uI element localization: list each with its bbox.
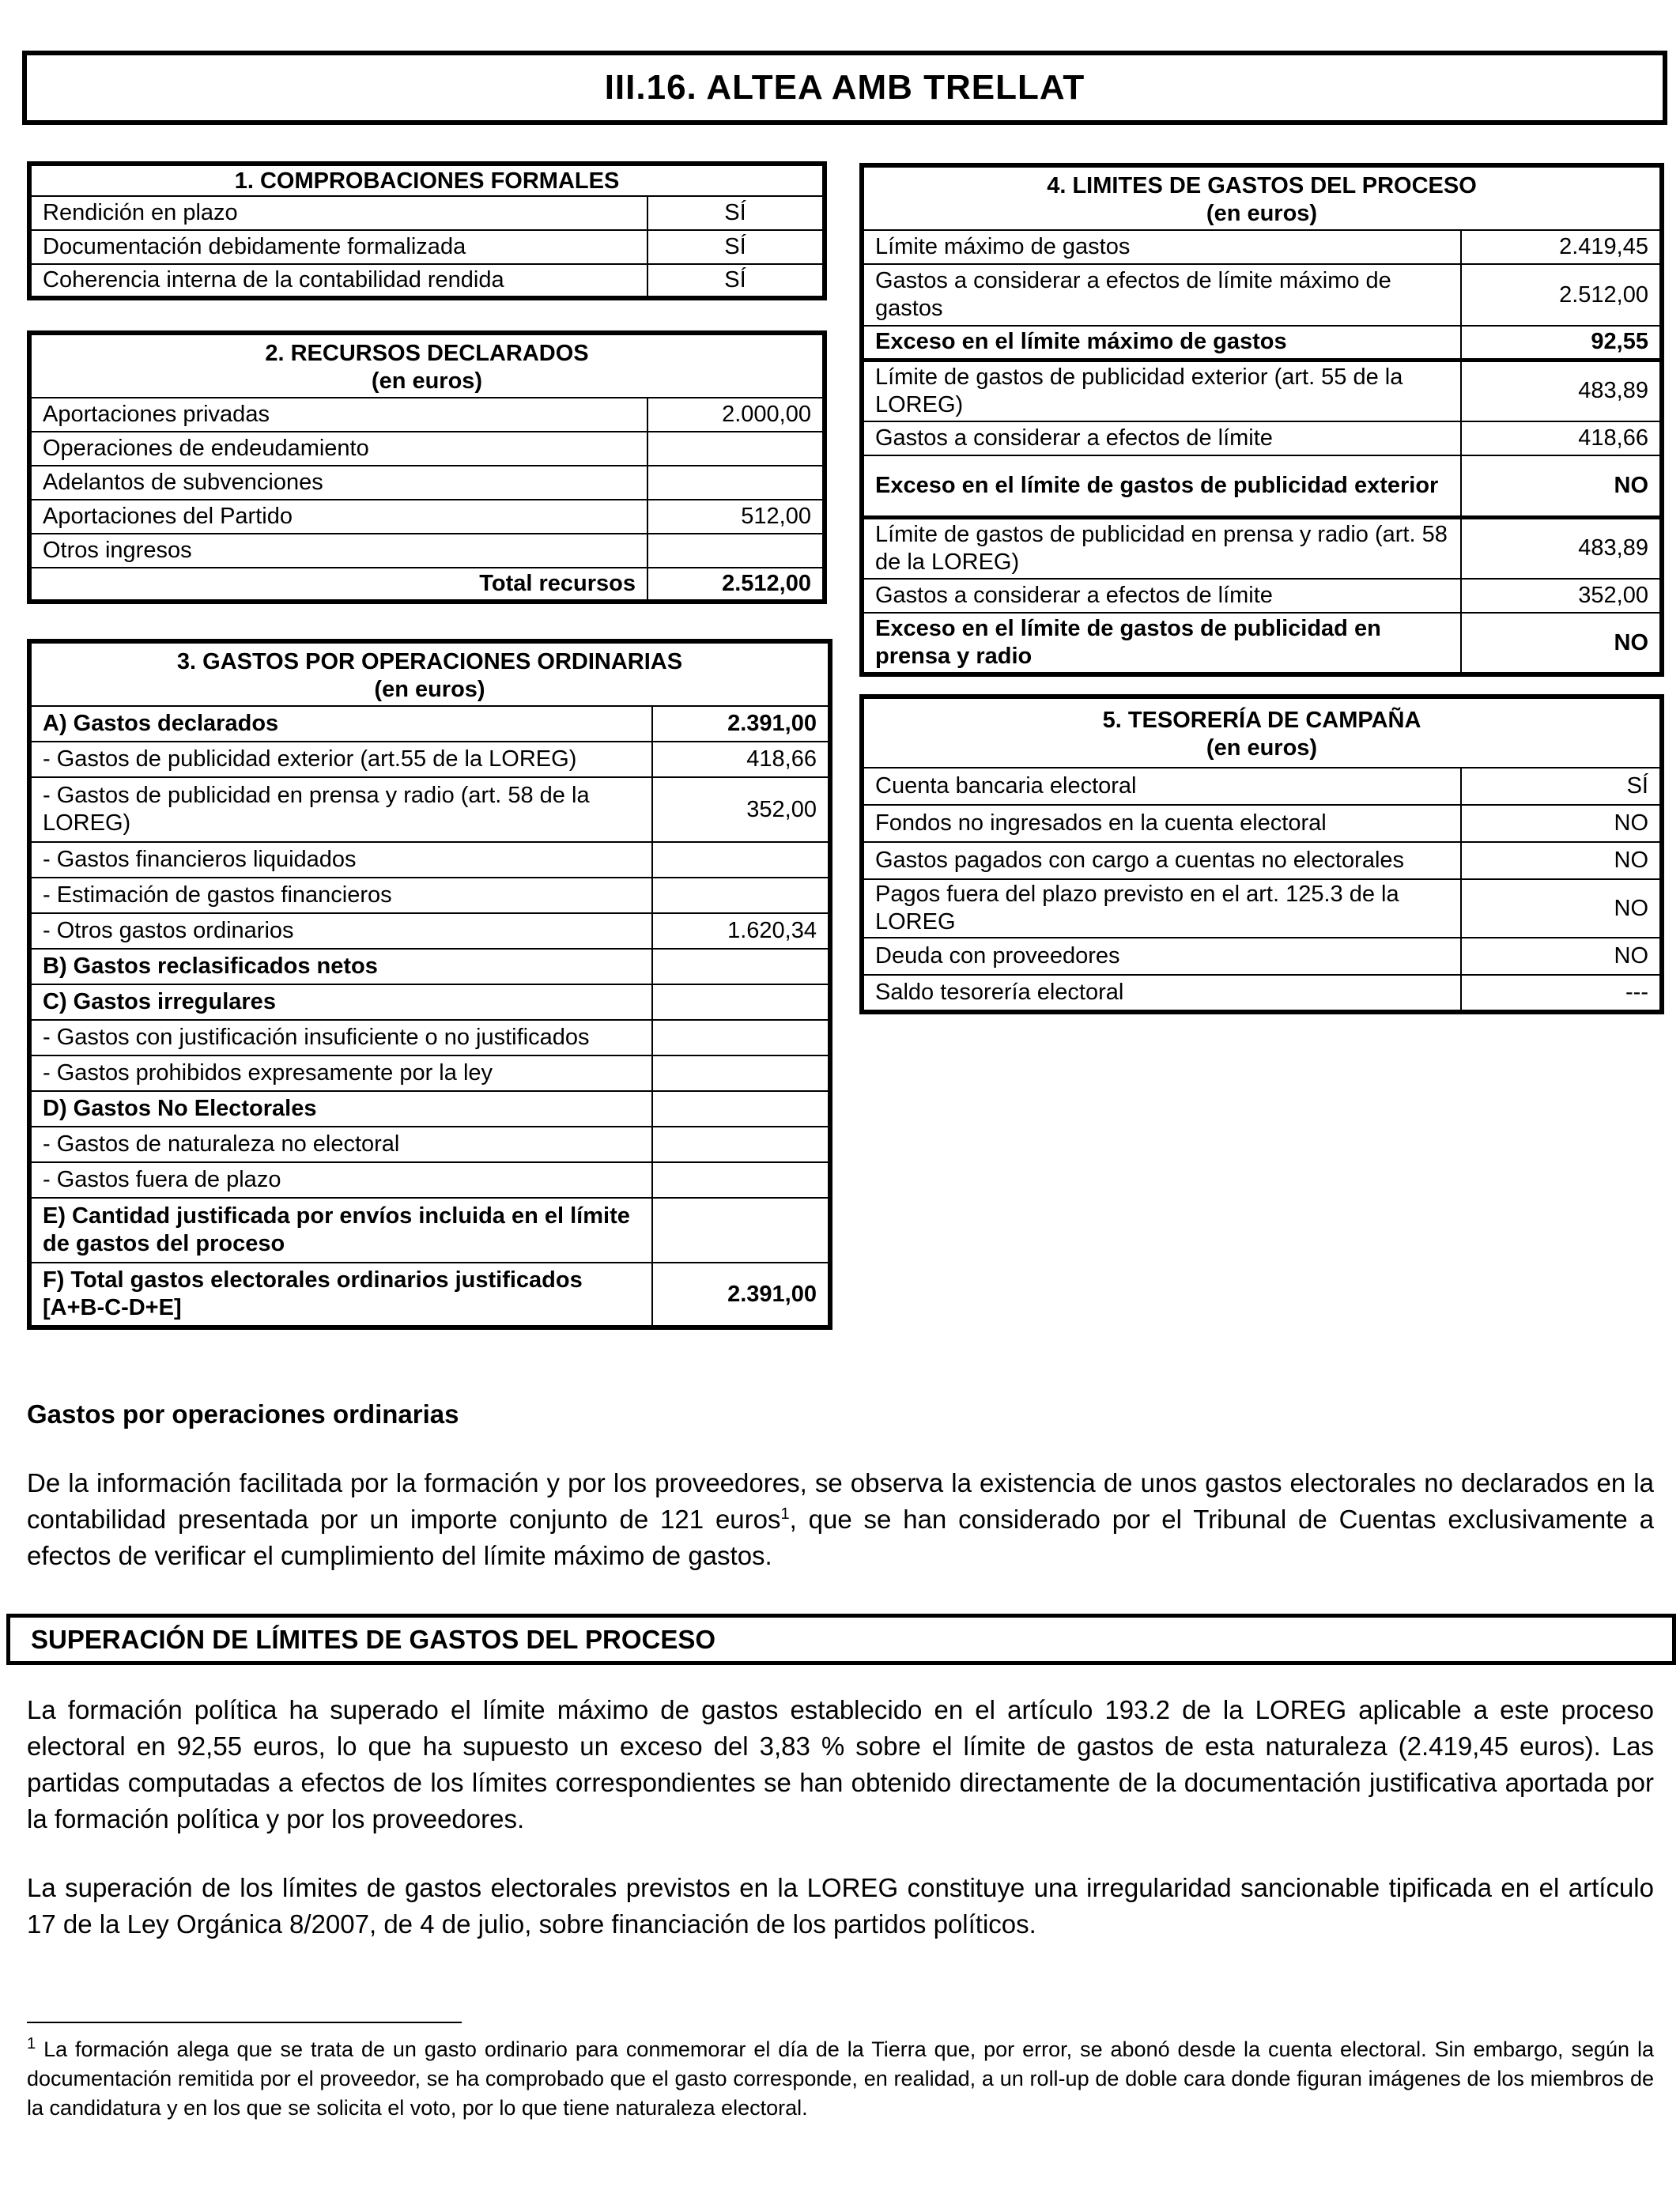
table-row xyxy=(29,1162,830,1198)
row-value xyxy=(647,432,825,466)
row-value: 2.512,00 xyxy=(1461,264,1662,326)
table-row xyxy=(862,230,1662,264)
row-value xyxy=(647,534,825,568)
row-label: A) Gastos declarados xyxy=(29,706,652,742)
row-label: E) Cantidad justificada por envíos incluida en el límite de gastos del proceso xyxy=(29,1198,652,1263)
row-value: 512,00 xyxy=(647,500,825,534)
table-tesoreria-campana xyxy=(859,694,1664,1014)
row-label: Adelantos de subvenciones xyxy=(29,466,647,500)
row-value xyxy=(652,878,830,913)
table-subtitle: (en euros) xyxy=(1206,735,1318,761)
paragraph-ordinarias xyxy=(27,1465,1654,1574)
table-row xyxy=(862,975,1662,1012)
paragraph-text: De la información facilitada por la formación y por los proveedores, se observa la existencia de unos gastos electorales no declarados en la contabilidad presentada por un importe conjunto de 121 euros xyxy=(27,1468,1654,1534)
row-value: 352,00 xyxy=(652,777,830,842)
table-subtitle: (en euros) xyxy=(374,677,485,702)
row-value: NO xyxy=(1461,938,1662,975)
row-label: Deuda con proveedores xyxy=(862,938,1461,975)
table-row xyxy=(862,264,1662,326)
table-subtitle: (en euros) xyxy=(371,368,483,394)
table-row xyxy=(29,984,830,1020)
row-value: 418,66 xyxy=(652,742,830,777)
section-heading-ordinarias: Gastos por operaciones ordinarias xyxy=(27,1399,459,1429)
table-row xyxy=(29,500,825,534)
row-value xyxy=(647,466,825,500)
table-row xyxy=(862,768,1662,805)
paragraph-superacion-1: La formación política ha superado el límite máximo de gastos establecido en el artículo 193.2 de la LOREG aplicable a este proceso electoral en 92,55 euros, lo que ha supuesto un exceso del 3,83 % sobre el límite de gastos de esta naturaleza (2.419,45 euros). Las partidas computadas a efectos de los límites correspondientes se han obtenido directamente de la documentación justificativa aportada por la formación política y por los proveedores. xyxy=(27,1695,1654,1833)
row-value: 418,66 xyxy=(1461,421,1662,455)
table-title: 4. LIMITES DE GASTOS DEL PROCESO xyxy=(1047,173,1477,198)
table-limites-gastos xyxy=(859,163,1664,677)
table-row xyxy=(29,398,825,432)
row-value: 2.391,00 xyxy=(652,1263,830,1327)
row-value xyxy=(652,1055,830,1091)
row-label: Pagos fuera del plazo previsto en el art. 125.3 de la LOREG xyxy=(862,879,1461,938)
footnote-text: La formación alega que se trata de un gasto ordinario para conmemorar el día de la Tierra que, por error, se abonó desde la cuenta electoral. Sin embargo, según la documentación remitida por el proveedor, se ha comprobado que el gasto corresponde, en realidad, a un roll-up de doble cara donde figuran imágenes de los miembros de la candidatura y en los que se solicita el voto, por lo que tiene naturaleza electoral. xyxy=(27,2037,1654,2120)
row-label: Aportaciones privadas xyxy=(29,398,647,432)
table-gastos-ordinarias xyxy=(27,639,832,1330)
footnote-ref[interactable]: 1 xyxy=(780,1505,790,1523)
row-value xyxy=(652,1091,830,1127)
row-label: Límite de gastos de publicidad exterior (art. 55 de la LOREG) xyxy=(862,360,1461,421)
table-row xyxy=(29,196,825,230)
row-value xyxy=(652,1162,830,1198)
table-row xyxy=(29,230,825,264)
row-value: NO xyxy=(1461,842,1662,879)
row-label: Gastos a considerar a efectos de límite xyxy=(862,579,1461,613)
table-comprobaciones-formales xyxy=(27,161,827,300)
row-label: - Gastos de naturaleza no electoral xyxy=(29,1127,652,1162)
total-value: 2.512,00 xyxy=(647,568,825,602)
table-row xyxy=(29,1198,830,1263)
row-value: NO xyxy=(1461,613,1662,674)
row-label: Límite máximo de gastos xyxy=(862,230,1461,264)
table-row xyxy=(29,842,830,878)
row-label: - Gastos de publicidad exterior (art.55 de la LOREG) xyxy=(29,742,652,777)
row-label: Documentación debidamente formalizada xyxy=(29,230,647,264)
row-label: Operaciones de endeudamiento xyxy=(29,432,647,466)
row-value: 2.000,00 xyxy=(647,398,825,432)
row-label: Exceso en el límite máximo de gastos xyxy=(862,326,1461,360)
row-value: 1.620,34 xyxy=(652,913,830,949)
row-value: 483,89 xyxy=(1461,517,1662,579)
table-row xyxy=(29,742,830,777)
total-row xyxy=(29,568,825,602)
table-row xyxy=(862,879,1662,938)
row-label: Exceso en el límite de gastos de publicidad exterior xyxy=(862,455,1461,517)
row-label: Otros ingresos xyxy=(29,534,647,568)
table-row xyxy=(29,878,830,913)
table-row xyxy=(862,517,1662,579)
table-row xyxy=(29,432,825,466)
row-value: --- xyxy=(1461,975,1662,1012)
row-label: C) Gastos irregulares xyxy=(29,984,652,1020)
row-label: Gastos a considerar a efectos de límite xyxy=(862,421,1461,455)
row-value xyxy=(652,1198,830,1263)
paragraph-text: , que se han considerado por el Tribunal de Cuentas exclusivamente a efectos de verificar el cumplimiento del límite máximo de gastos. xyxy=(27,1505,1654,1570)
table-recursos-declarados xyxy=(27,330,827,604)
row-value: SÍ xyxy=(647,230,825,264)
row-value: SÍ xyxy=(647,196,825,230)
table-row xyxy=(29,264,825,298)
row-label: Fondos no ingresados en la cuenta electoral xyxy=(862,805,1461,842)
table-row xyxy=(29,1091,830,1127)
table-header: 1. COMPROBACIONES FORMALES xyxy=(29,164,825,196)
table-title: 2. RECURSOS DECLARADOS xyxy=(265,341,589,366)
row-label: - Otros gastos ordinarios xyxy=(29,913,652,949)
title-box xyxy=(22,51,1667,125)
row-value: 352,00 xyxy=(1461,579,1662,613)
row-label: D) Gastos No Electorales xyxy=(29,1091,652,1127)
row-label: Exceso en el límite de gastos de publicidad en prensa y radio xyxy=(862,613,1461,674)
row-label: Límite de gastos de publicidad en prensa y radio (art. 58 de la LOREG) xyxy=(862,517,1461,579)
table-row xyxy=(29,706,830,742)
table-subtitle: (en euros) xyxy=(1206,201,1318,226)
row-value: 483,89 xyxy=(1461,360,1662,421)
row-label: - Gastos fuera de plazo xyxy=(29,1162,652,1198)
table-row xyxy=(29,949,830,984)
row-label: Gastos pagados con cargo a cuentas no electorales xyxy=(862,842,1461,879)
row-label: - Gastos de publicidad en prensa y radio (art. 58 de la LOREG) xyxy=(29,777,652,842)
footnote-number: 1 xyxy=(27,2035,36,2052)
row-value: NO xyxy=(1461,455,1662,517)
table-row xyxy=(862,455,1662,517)
row-value xyxy=(652,1020,830,1055)
table-row xyxy=(29,913,830,949)
table-row xyxy=(29,1020,830,1055)
table-row xyxy=(862,579,1662,613)
table-row xyxy=(862,938,1662,975)
section-heading-superacion: SUPERACIÓN DE LÍMITES DE GASTOS DEL PROCESO xyxy=(31,1624,716,1654)
row-value: 2.391,00 xyxy=(652,706,830,742)
footnote-separator xyxy=(27,2022,462,2023)
footnote xyxy=(27,2035,1654,2123)
row-value: 2.419,45 xyxy=(1461,230,1662,264)
row-label: - Gastos prohibidos expresamente por la ley xyxy=(29,1055,652,1091)
table-row xyxy=(862,613,1662,674)
table-row xyxy=(862,805,1662,842)
row-label: Coherencia interna de la contabilidad rendida xyxy=(29,264,647,298)
row-value xyxy=(652,949,830,984)
row-label: Gastos a considerar a efectos de límite máximo de gastos xyxy=(862,264,1461,326)
row-label: Cuenta bancaria electoral xyxy=(862,768,1461,805)
row-value: SÍ xyxy=(647,264,825,298)
row-label: B) Gastos reclasificados netos xyxy=(29,949,652,984)
table-header xyxy=(29,641,830,706)
total-label: Total recursos xyxy=(29,568,647,602)
table-title: 5. TESORERÍA DE CAMPAÑA xyxy=(1102,708,1421,733)
table-header xyxy=(862,697,1662,768)
page-title: III.16. ALTEA AMB TRELLAT xyxy=(604,68,1085,107)
row-value: 92,55 xyxy=(1461,326,1662,360)
paragraph-superacion-2: La superación de los límites de gastos electorales previstos en la LOREG constituye una irregularidad sancionable tipificada en el artículo 17 de la Ley Orgánica 8/2007, de 4 de julio, sobre financiación de los partidos políticos. xyxy=(27,1873,1654,1939)
row-value: NO xyxy=(1461,805,1662,842)
row-label: Aportaciones del Partido xyxy=(29,500,647,534)
section-box-superacion xyxy=(6,1614,1676,1665)
table-row xyxy=(29,466,825,500)
table-row xyxy=(29,777,830,842)
table-row xyxy=(29,534,825,568)
table-header xyxy=(29,333,825,398)
row-label: F) Total gastos electorales ordinarios justificados [A+B-C-D+E] xyxy=(29,1263,652,1327)
table-row xyxy=(862,360,1662,421)
row-label: - Gastos financieros liquidados xyxy=(29,842,652,878)
table-row xyxy=(29,1127,830,1162)
table-header xyxy=(862,165,1662,230)
row-value xyxy=(652,984,830,1020)
row-label: Saldo tesorería electoral xyxy=(862,975,1461,1012)
row-label: - Gastos con justificación insuficiente o no justificados xyxy=(29,1020,652,1055)
table-title: 3. GASTOS POR OPERACIONES ORDINARIAS xyxy=(176,649,683,674)
row-label: Rendición en plazo xyxy=(29,196,647,230)
table-row xyxy=(862,842,1662,879)
row-value: SÍ xyxy=(1461,768,1662,805)
table-row xyxy=(29,1263,830,1327)
table-row xyxy=(862,326,1662,360)
row-value: NO xyxy=(1461,879,1662,938)
row-value xyxy=(652,842,830,878)
row-label: - Estimación de gastos financieros xyxy=(29,878,652,913)
table-row xyxy=(29,1055,830,1091)
row-value xyxy=(652,1127,830,1162)
table-row xyxy=(862,421,1662,455)
